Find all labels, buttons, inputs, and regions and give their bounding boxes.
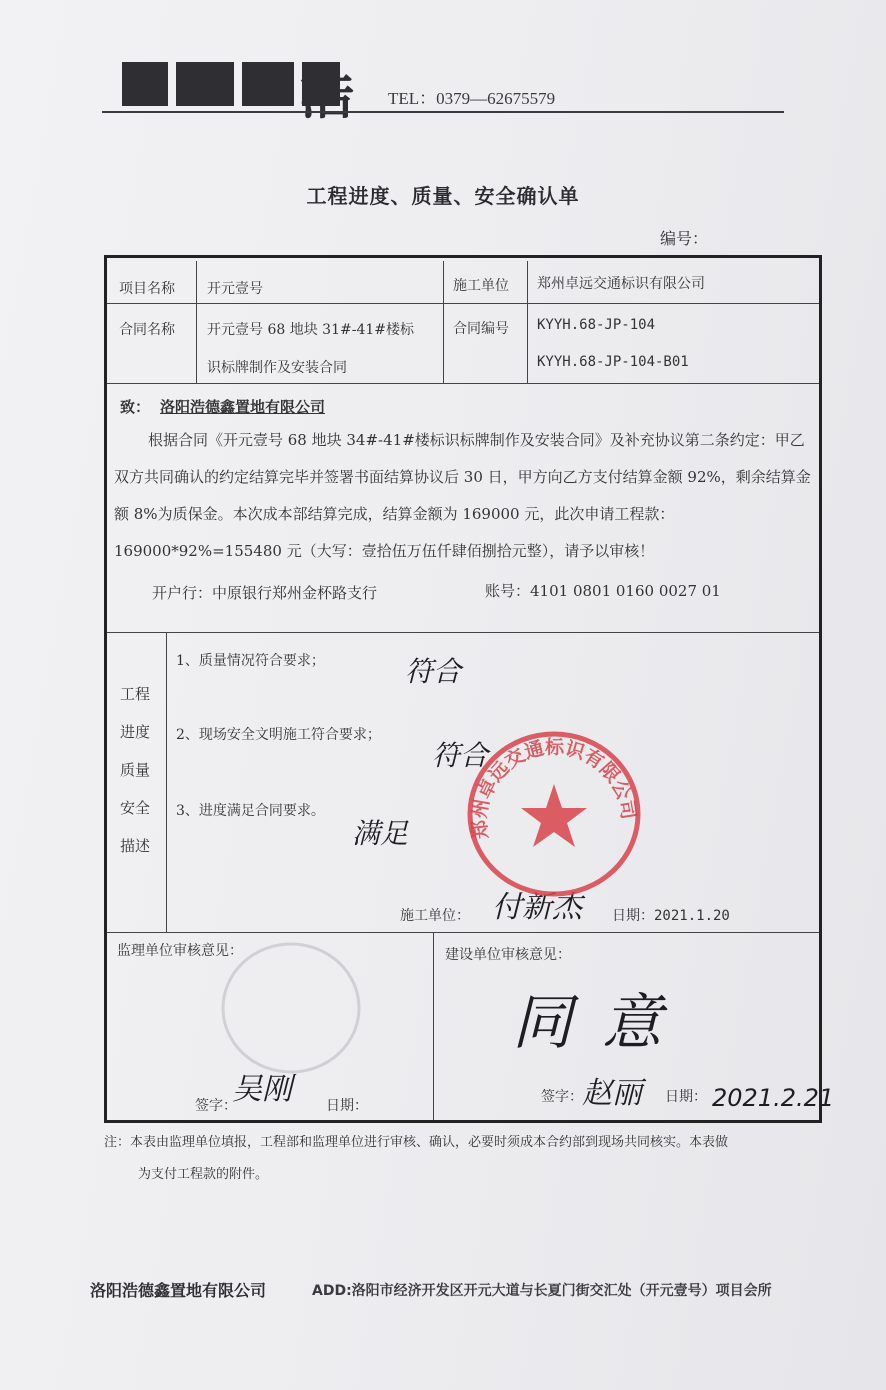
letter-body: 根据合同《开元壹号 68 地块 34#-41#楼标识标牌制作及安装合同》及补充协议第二条约定：甲乙双方共同确认的约定结算完毕并签署书面结算协议后 30 日，甲方向乙方支付结算金额 92%，剩余结算金额 8%为质保金。本次成本部结算完成，结算金额为 169000 元，此次申请工程款：169000*92%=155480 元（大写：壹拾伍万伍仟肆佰捌拾元整），请予以审核！: [114, 431, 811, 560]
contract-no-1: KYYH.68-JP-104: [537, 317, 656, 333]
addressee: 洛阳浩德鑫置地有限公司: [160, 398, 326, 416]
owner-date-label: 日期：: [665, 1089, 707, 1105]
owner-sign-label: 签字：: [541, 1089, 583, 1105]
owner-opinion-handwritten: 同意: [512, 988, 692, 1058]
handwritten-quality-mark: 符合: [405, 655, 462, 688]
review-item-safety: 2、现场安全文明施工符合要求；: [176, 727, 381, 743]
supervisor-sign-label: 签字：: [195, 1098, 237, 1114]
grid-line: [107, 383, 819, 384]
document-title: 工程进度、质量、安全确认单: [306, 184, 580, 208]
project-name-label: 项目名称: [119, 281, 175, 297]
contractor-label: 施工单位: [453, 278, 509, 294]
project-name-value: 开元壹号: [207, 281, 263, 297]
contractor-date: 日期：2021.1.20: [612, 908, 730, 924]
contract-no-2: KYYH.68-JP-104-B01: [537, 354, 689, 370]
supervisor-opinion-label: 监理单位审核意见：: [117, 943, 243, 959]
review-side-label: 工程 进度 质量 安全 描述: [120, 685, 151, 855]
footer-address: ADD:洛阳市经济开发区开元大道与长夏门街交汇处（开元壹号）项目会所: [312, 1283, 772, 1299]
owner-signature: 赵丽: [582, 1076, 642, 1111]
grid-line: [433, 932, 434, 1120]
review-item-quality: 1、质量情况符合要求；: [176, 653, 325, 669]
handwritten-safety-mark: 符合: [432, 739, 489, 772]
handwritten-progress-mark: 满足: [352, 817, 409, 850]
grid-line: [527, 261, 528, 383]
grid-line: [107, 303, 819, 304]
grid-line: [196, 261, 197, 383]
footer-company: 洛阳浩德鑫置地有限公司: [90, 1281, 267, 1300]
contract-name-line1: 开元壹号 68 地块 31#-41#楼标: [207, 322, 414, 338]
faded-seal-icon: [216, 938, 366, 1078]
bank-account: 账号：4101 0801 0160 0027 01: [485, 582, 721, 600]
contract-name-label: 合同名称: [119, 322, 175, 338]
contractor-sign-label: 施工单位：: [400, 908, 470, 924]
bank-name: 开户行：中原银行郑州金杯路支行: [152, 584, 378, 602]
svg-text:郑州卓远交通标识有限公司: 郑州卓远交通标识有限公司: [468, 736, 640, 840]
supervisor-date-label: 日期：: [326, 1098, 368, 1114]
addressee-label: 致：: [120, 398, 151, 416]
contractor-value: 郑州卓远交通标识有限公司: [537, 276, 705, 292]
header-divider: [102, 111, 784, 113]
supervisor-signature: 吴刚: [232, 1072, 292, 1107]
grid-line: [107, 632, 819, 633]
logo-character: 浩: [300, 63, 354, 126]
footnote-line1: 注：本表由监理单位填报，工程部和监理单位进行审核、确认，必要时须成本合约部到现场共同核实。本表做: [104, 1135, 729, 1150]
form-table: [104, 255, 822, 1123]
serial-number-label: 编号：: [660, 229, 709, 248]
grid-line: [166, 632, 167, 932]
contractor-signature: 付新杰: [492, 890, 582, 925]
contract-name-line2: 识标牌制作及安装合同: [207, 360, 347, 376]
footnote: [104, 1127, 844, 1191]
grid-line: [443, 261, 444, 383]
footnote-line2: 为支付工程款的附件。: [138, 1167, 269, 1182]
company-seal-icon: [463, 728, 645, 898]
owner-date-handwritten: 2021.2.21: [712, 1084, 835, 1112]
owner-opinion-label: 建设单位审核意见：: [445, 947, 571, 963]
contract-no-label: 合同编号: [453, 321, 509, 337]
grid-line: [107, 932, 819, 933]
review-item-progress: 3、进度满足合同要求。: [176, 803, 325, 819]
telephone: TEL：0379—62675579: [388, 89, 556, 108]
